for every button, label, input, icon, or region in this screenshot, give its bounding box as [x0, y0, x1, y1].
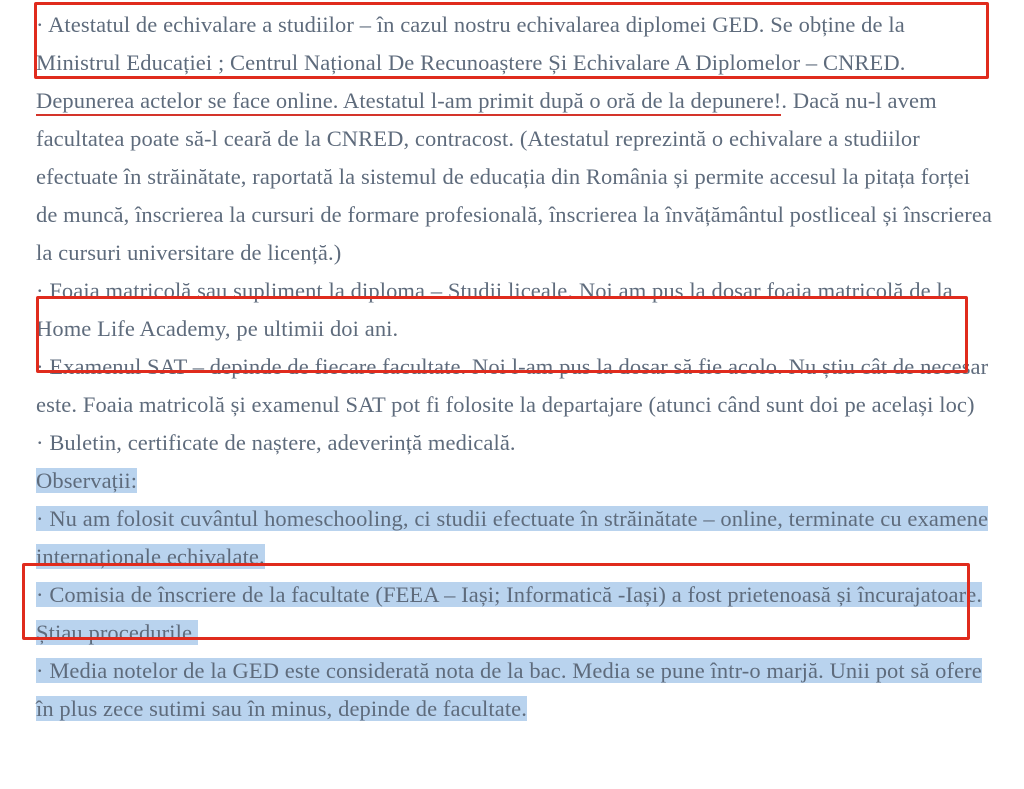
paragraph-observatii-heading [36, 462, 994, 500]
paragraph-examenul-sat: · Examenul SAT – depinde de fiecare facultate. Noi l-am pus la dosar să fie acolo. Nu știu cât de necesar este. Foaia matricolă și examenul SAT pot fi folosite la departajare (atunci când sunt doi pe același loc) [36, 354, 989, 417]
paragraph-atestat-underlined: Depunerea actelor se face online. Atestatul l-am primit după o oră de la depunere! [36, 88, 781, 116]
observatii-highlight: Observații: [36, 468, 138, 493]
paragraph-atestat [36, 6, 994, 272]
paragraph-foaia-matricola: · Foaia matricolă sau supliment la diploma – Studii liceale. Noi am pus la dosar foaia matricolă de la Home Life Academy, pe ultimii doi ani. [36, 278, 953, 341]
media-highlight: · Media notelor de la GED este considerată nota de la bac. Media se pune într-o marjă. Unii pot să ofere în plus zece sutimi sau în minus, depinde de facultate. [36, 658, 982, 721]
paragraph-atestat-part1: · Atestatul de echivalare a studiilor – în cazul nostru echivalarea diplomei GED. Se obține de la Ministrul Educației ; Centrul Național De Recunoaștere Și Echivalare A Diplomelor – CNRED. [36, 12, 906, 75]
paragraph-buletin: · Buletin, certificate de naștere, adeverință medicală. [36, 430, 516, 455]
paragraph-comisia [36, 576, 994, 652]
paragraph-atestat-part3: . Dacă nu-l avem facultatea poate să-l ceară de la CNRED, contracost. (Atestatul reprezintă o echivalare a studiilor efectuate în străinătate, raportată la sistemul de educația din România și permite accesul la pitața forței de muncă, înscrierea la cursuri de formare profesională, înscrierea la învățământul postliceal și înscrierea la cursuri universitare de licență.) [36, 88, 992, 265]
paragraph-media-noteler [36, 652, 994, 728]
paragraph-homeschooling [36, 500, 994, 576]
comisia-highlight: · Comisia de înscriere de la facultate (FEEA – Iași; Informatică -Iași) a fost prietenoasă și încurajatoare. Știau procedurile. [36, 582, 983, 645]
homeschooling-highlight: · Nu am folosit cuvântul homeschooling, ci studii efectuate în străinătate – online, terminate cu examene internaționale echivalate. [36, 506, 989, 569]
